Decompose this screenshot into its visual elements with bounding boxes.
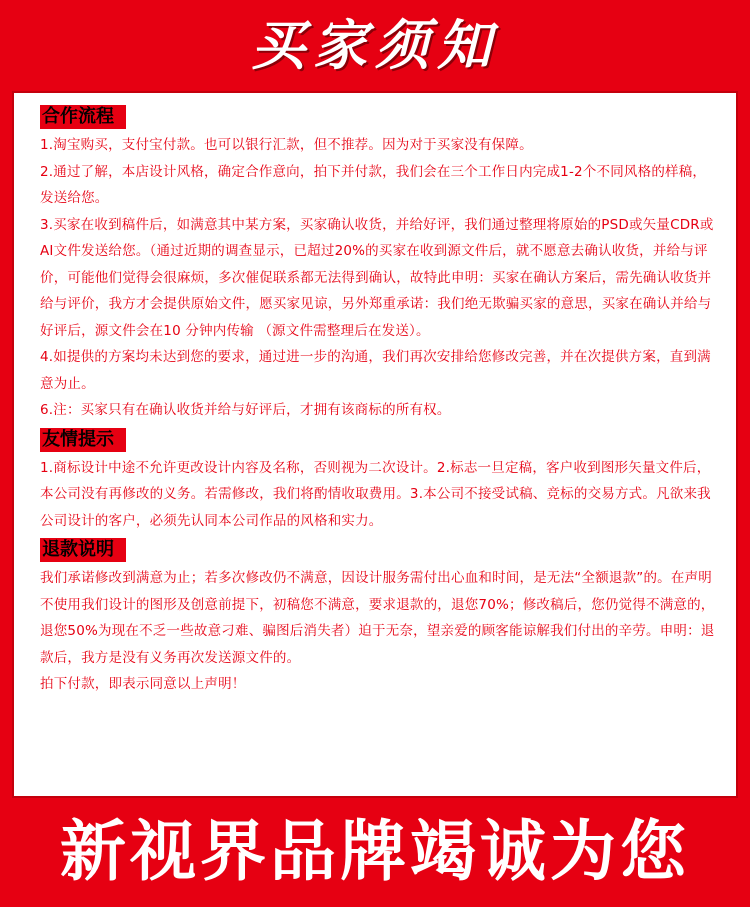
page-title: 买家须知 [251, 14, 499, 77]
notice-content-inner [40, 105, 716, 698]
refund-text: 我们承诺修改到满意为止；若多次修改仍不满意，因设计服务需付出心血和时间，是无法“全额退款”的。在声明不使用我们设计的图形及创意前提下，初稿您不满意，要求退款的，退您70%；修改稿后，您仍觉得不满意的，退您50%为现在不乏一些故意刁难、骗图后消失者）迫于无奈，望亲爱的顾客能谅解我们付出的辛劳。申明：退款后，我方是没有义务再次发送源文件的。 [40, 570, 715, 666]
section-heading-friendly-tips: 友情提示 [40, 428, 126, 452]
process-step-1: 1.淘宝购买，支付宝付款。也可以银行汇款，但不推荐。因为对于买家没有保障。 [40, 137, 533, 153]
process-step-3: 3.买家在收到稿件后，如满意其中某方案，买家确认收货，并给好评，我们通过整理将原始的PSD或矢量CDR或AI文件发送给您。（通过近期的调查显示，已超过20%的买家在收到源文件后，就不愿意去确认收货，并给与评价，可能他们觉得会很麻烦，多次催促联系都无法得到确认，故特此申明：买家在确认方案后，需先确认收货并给与评价，我方才会提供原始文件，愿买家见谅，另外郑重承诺：我们绝无欺骗买家的意思，买家在确认并给与好评后，源文件会在10 分钟内传输 （源文件需整理后在发送）。 [40, 216, 714, 339]
notice-content-panel [12, 91, 738, 798]
refund-agreement: 拍下付款，即表示同意以上声明！ [40, 676, 246, 692]
section-refund-policy [40, 538, 716, 698]
section-heading-cooperation-process: 合作流程 [40, 105, 126, 129]
section-heading-refund-policy: 退款说明 [40, 538, 126, 562]
process-step-2: 2.通过了解，本店设计风格，确定合作意向，拍下并付款，我们会在三个工作日内完成1-2个不同风格的样稿，发送给您。 [40, 163, 707, 206]
section-friendly-tips [40, 428, 716, 535]
brand-slogan: 新视界品牌竭诚为您 [60, 813, 690, 890]
section-cooperation-process [40, 105, 716, 424]
process-step-4: 4.如提供的方案均未达到您的要求，通过进一步的沟通，我们再次安排给您修改完善，并在次提供方案，直到满意为止。 [40, 349, 711, 392]
tips-text: 1.商标设计中途不允许更改设计内容及名称，否则视为二次设计。2.标志一旦定稿，客户收到图形矢量文件后，本公司没有再修改的义务。若需修改，我们将酌情收取费用。3.本公司不接受试稿、竞标的交易方式。凡欲来我公司设计的客户，必须先认同本公司作品的风格和实力。 [40, 459, 711, 529]
process-note: 6.注：买家只有在确认收货并给与好评后，才拥有该商标的所有权。 [40, 402, 451, 418]
